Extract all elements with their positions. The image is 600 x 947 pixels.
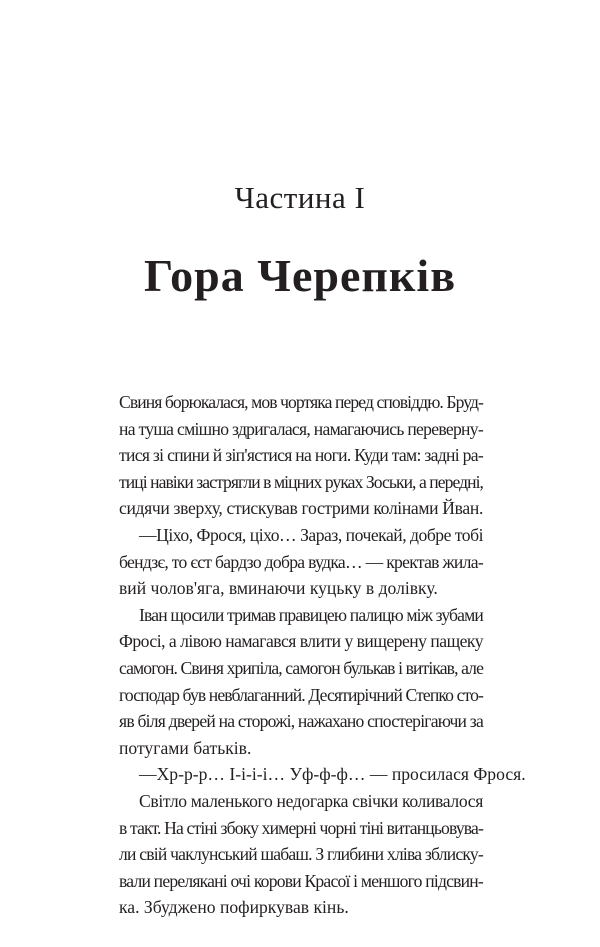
text-line: бендзє, то єст бардзо добра вудка… — кректав жила- [119, 551, 483, 572]
text-line: потугами батьків. [119, 737, 252, 758]
text-line: яв біля дверей на сторожі, нажахано спостерігаючи за [119, 711, 483, 732]
paragraph-2 [119, 522, 483, 602]
text-line: вали перелякані очі корови Красої і меншого підсвин- [119, 870, 483, 891]
text-line: Світло маленького недогарка свічки коливалося [139, 790, 483, 811]
text-line: на туша смішно здригалася, намагаючись переверну- [119, 418, 483, 439]
text-line: в такт. На стіні збоку химерні чорні тіні витанцьовува- [119, 817, 483, 838]
text-line: тиці навіки застрягли в міцних руках Зоськи, а передні, [119, 471, 484, 492]
text-line: господар був невблаганний. Десятирічний Степко сто- [119, 684, 483, 705]
paragraph-4 [119, 761, 526, 788]
part-label: Частина І [234, 180, 366, 215]
text-line: Іван щосили тримав правицею палицю між зубами [139, 604, 483, 625]
text-line: самогон. Свиня хрипіла, самогон булькав і витікав, але [119, 657, 483, 678]
paragraph-1 [119, 389, 483, 522]
chapter-title: Гора Черепків [143, 250, 457, 301]
text-line: —Хр-р-р… І-і-і-і… Уф-ф-ф… — просилася Фрося. [139, 764, 526, 785]
paragraph-3 [119, 602, 483, 762]
text-line: —Ціхо, Фрося, ціхо… Зараз, почекай, добре тобі [139, 524, 483, 545]
paragraph-5 [119, 788, 483, 921]
text-line: ка. Збуджено пофиркував кінь. [119, 897, 349, 918]
text-line: вий чолов'яга, вминаючи куцьку в долівку. [119, 578, 438, 599]
text-line: Свиня борюкалася, мов чортяка перед сповіддю. Бруд- [119, 392, 483, 412]
text-line: Фросі, а лівою намагався влити у вищерену пащеку [119, 631, 483, 652]
text-line: тися зі спини й зіп'ястися на ноги. Куди там: задні ра- [119, 445, 483, 466]
text-line: сидячи зверху, стискував гострими колінами Йван. [119, 498, 483, 519]
body-text [119, 389, 526, 921]
text-line: ли свій чаклунський шабаш. З глибини хліва зблиску- [119, 844, 483, 865]
